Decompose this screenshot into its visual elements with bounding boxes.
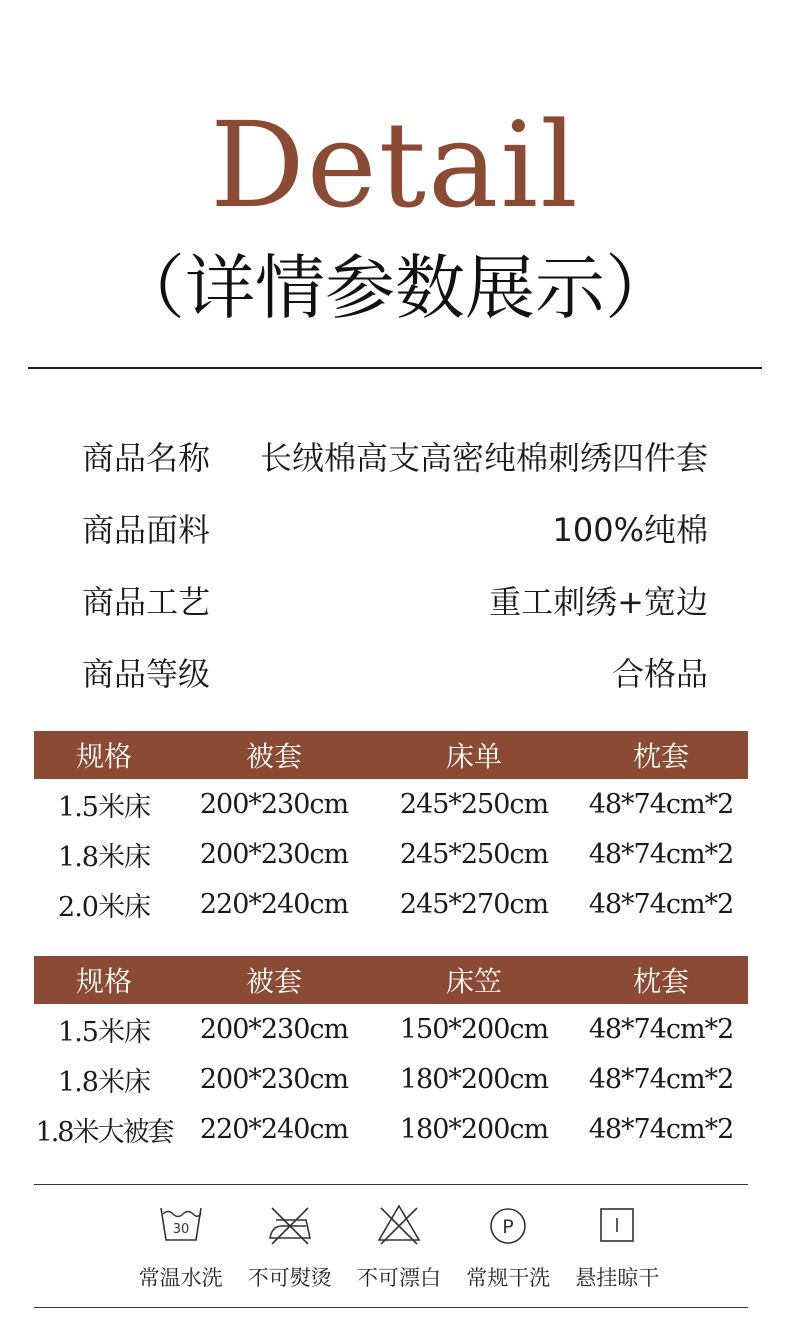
care-item-no-bleach [344,1200,453,1292]
table-cell: 1.5米床 [58,791,150,823]
table-cell: 220*240cm [199,888,349,920]
no-iron-icon [266,1200,314,1248]
info-label: 商品面料 [82,511,211,549]
wash-30-icon [157,1200,205,1248]
table-row [34,1054,748,1104]
info-row-fabric [82,508,708,548]
title-divider [28,367,762,369]
care-label: 常温水洗 [138,1266,223,1290]
table-cell: 48*74cm*2 [588,888,734,920]
table-row [34,1004,748,1054]
table-header-cell: 被套 [174,956,374,1004]
care-item-hang-dry [563,1200,672,1292]
info-value: 重工刺绣+宽边 [489,583,708,621]
table-header-row [34,956,748,1004]
table-cell: 200*230cm [199,1063,349,1095]
table-cell: 48*74cm*2 [588,788,734,820]
table-cell: 2.0米床 [58,891,150,923]
table-cell: 200*230cm [199,838,349,870]
table-row [34,879,748,929]
table-cell: 200*230cm [199,788,349,820]
spec-table-sheet [34,731,748,929]
table-cell: 245*250cm [399,838,549,870]
table-cell: 245*250cm [399,788,549,820]
table-row [34,1104,748,1154]
table-row [34,779,748,829]
info-row-name [82,436,708,476]
info-label: 商品工艺 [82,583,211,621]
info-row-grade [82,652,708,692]
care-instructions [126,1200,672,1292]
table-cell: 48*74cm*2 [588,1113,734,1145]
info-label: 商品名称 [82,439,211,477]
page-title-en: Detail [210,96,580,234]
table-header-cell: 枕套 [574,731,748,779]
care-divider-top [34,1184,748,1185]
svg-text:30: 30 [172,1222,189,1237]
care-item-dry-clean [454,1200,563,1292]
table-cell: 245*270cm [399,888,549,920]
info-row-craft [82,580,708,620]
table-header-cell: 规格 [34,956,174,1004]
table-header-cell: 被套 [174,731,374,779]
no-bleach-icon [375,1200,423,1248]
table-cell: 180*200cm [399,1063,549,1095]
table-header-cell: 枕套 [574,956,748,1004]
table-header-cell: 床单 [374,731,574,779]
table-row [34,829,748,879]
table-cell: 180*200cm [399,1113,549,1145]
info-label: 商品等级 [82,655,211,693]
table-header-cell: 床笠 [374,956,574,1004]
table-cell: 48*74cm*2 [588,1063,734,1095]
table-cell: 200*230cm [199,1013,349,1045]
care-item-wash [126,1200,235,1292]
table-cell: 48*74cm*2 [588,1013,734,1045]
spec-table-fitted [34,956,748,1154]
table-header-cell: 规格 [34,731,174,779]
care-label: 不可漂白 [357,1266,441,1290]
care-label: 不可熨烫 [247,1266,332,1290]
info-value: 100%纯棉 [552,511,708,549]
svg-text:P: P [502,1216,514,1238]
table-cell: 1.8米大被套 [35,1116,173,1148]
hang-dry-icon [593,1200,641,1248]
care-label: 常规干洗 [466,1266,551,1290]
table-cell: 150*200cm [399,1013,549,1045]
table-cell: 1.8米床 [58,841,150,873]
info-value: 合格品 [611,655,708,693]
table-cell: 48*74cm*2 [588,838,734,870]
dry-clean-p-icon [484,1200,532,1248]
care-divider-bottom [34,1307,748,1308]
table-header-row [34,731,748,779]
page-title-cn: （详情参数展示） [115,247,675,329]
table-cell: 1.5米床 [58,1016,150,1048]
info-value: 长绒棉高支高密纯棉刺绣四件套 [259,439,708,477]
table-cell: 1.8米床 [58,1066,150,1098]
care-item-no-iron [235,1200,344,1292]
table-cell: 220*240cm [199,1113,349,1145]
care-label: 悬挂晾干 [575,1266,660,1290]
